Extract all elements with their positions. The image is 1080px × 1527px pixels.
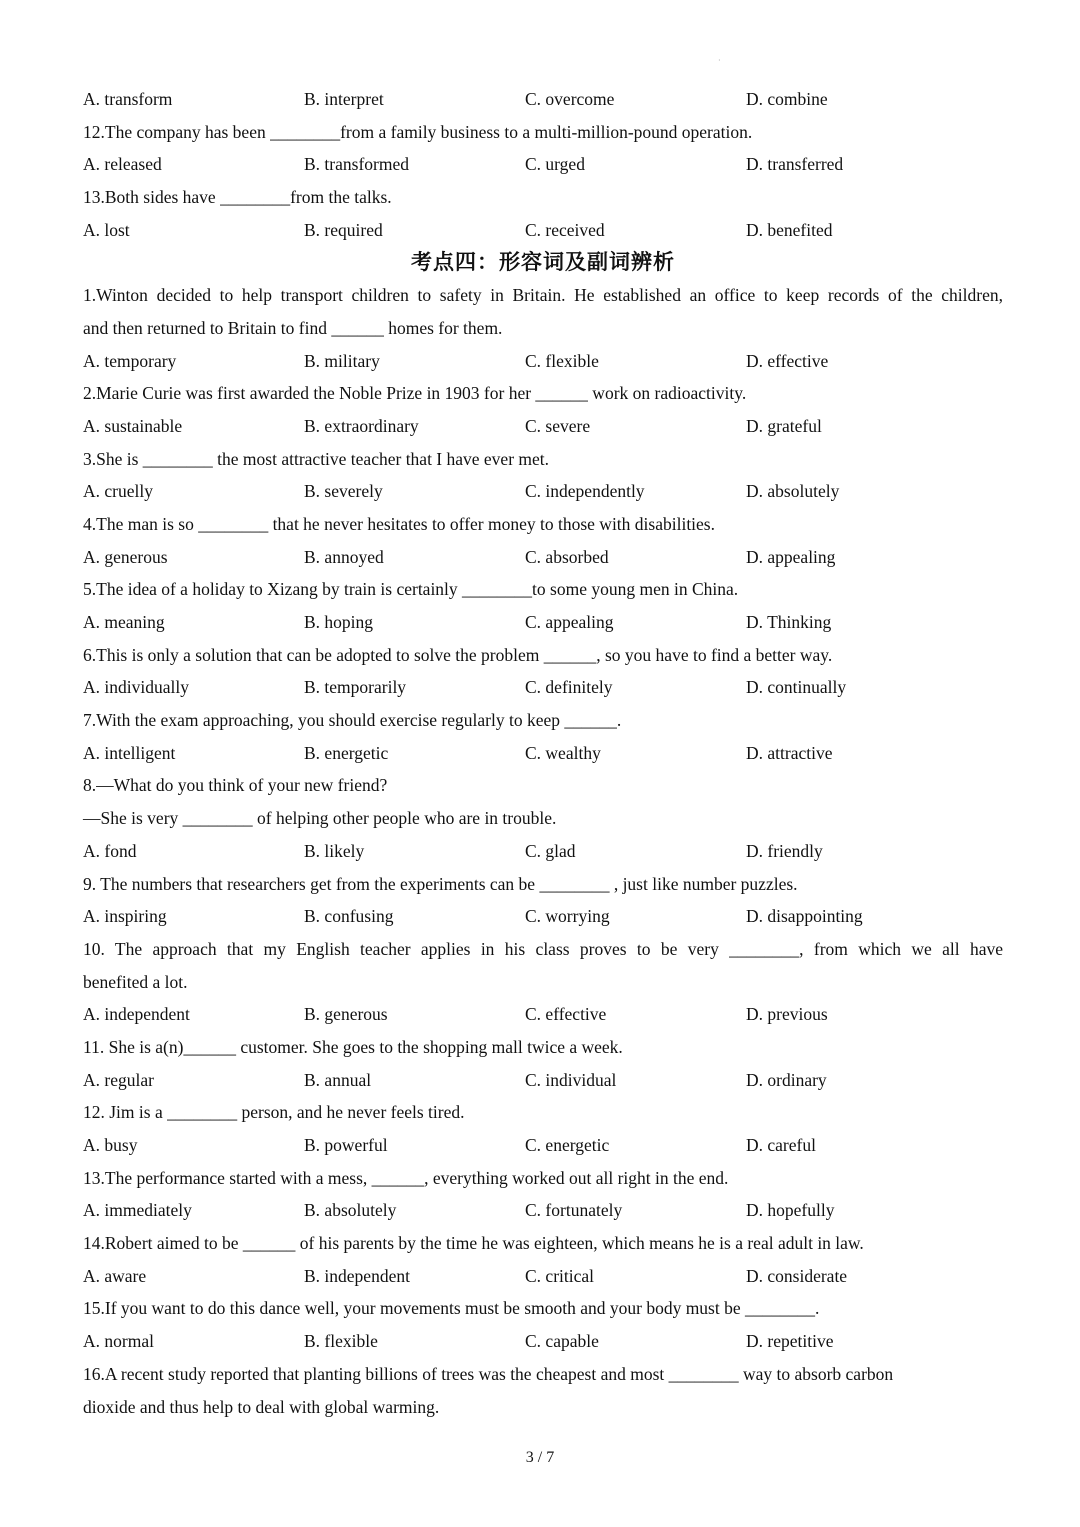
option-d[interactable]: D. friendly [746,840,823,861]
option-row [83,1194,1003,1227]
header-mark: · [718,56,721,65]
option-row [83,1325,1003,1358]
question-text: 4.The man is so ________ that he never hesitates to offer money to those with disabilities. [83,513,715,534]
option-d[interactable]: D. effective [746,350,829,371]
option-a[interactable]: A. transform [83,89,173,109]
option-b[interactable]: B. generous [304,1004,388,1025]
option-d[interactable]: D. ordinary [746,1069,827,1090]
option-a[interactable]: A. released [83,154,162,175]
option-b[interactable]: B. powerful [304,1135,388,1155]
option-row [83,148,1003,181]
option-b[interactable]: B. absolutely [304,1200,397,1221]
option-row [83,410,1003,443]
option-b[interactable]: B. annoyed [304,546,384,567]
question-text: 13.The performance started with a mess, ______, everything worked out all right in the end. [83,1167,729,1188]
option-c[interactable]: C. severe [525,415,591,436]
option-c[interactable]: C. glad [525,840,576,861]
option-d[interactable]: D. previous [746,1004,828,1025]
option-b[interactable]: B. energetic [304,742,389,763]
option-row [83,541,1003,574]
option-a[interactable]: A. meaning [83,612,165,632]
option-c[interactable]: C. energetic [525,1135,610,1155]
option-c[interactable]: C. individual [525,1069,617,1090]
option-row [83,345,1003,378]
section-title: 考点四：形容词及副词辨析 [411,249,675,275]
question-text: 15.If you want to do this dance well, your movements must be smooth and your body must be ________. [83,1298,820,1319]
option-a[interactable]: A. independent [83,1004,190,1025]
option-a[interactable]: A. lost [83,219,130,240]
option-row [83,1064,1003,1097]
option-a[interactable]: A. temporary [83,350,177,371]
option-row [83,900,1003,933]
option-a[interactable]: A. cruelly [83,481,153,502]
option-c[interactable]: C. wealthy [525,742,601,763]
option-row [83,1260,1003,1293]
option-row [83,83,1003,116]
option-b[interactable]: B. temporarily [304,677,407,698]
option-row [83,214,1003,247]
option-a[interactable]: A. fond [83,840,137,861]
option-d[interactable]: D. grateful [746,415,822,436]
option-b[interactable]: B. required [304,219,383,240]
question-text: 12. Jim is a ________ person, and he never feels tired. [83,1102,465,1123]
option-a[interactable]: A. sustainable [83,415,183,436]
question-text: 3.She is ________ the most attractive teacher that I have ever met. [83,448,550,469]
option-d[interactable]: D. considerate [746,1265,848,1286]
option-row [83,475,1003,508]
option-row [83,835,1003,868]
option-d[interactable]: D. Thinking [746,612,832,632]
option-d[interactable]: D. appealing [746,546,836,567]
option-b[interactable]: B. flexible [304,1331,378,1352]
option-row [83,737,1003,770]
option-a[interactable]: A. individually [83,677,189,698]
question-text: 13.Both sides have ________from the talks. [83,187,392,208]
option-c[interactable]: C. critical [525,1265,595,1286]
option-row [83,606,1003,639]
question-text: dioxide and thus help to deal with global warming. [83,1396,440,1417]
option-a[interactable]: A. immediately [83,1200,192,1221]
option-b[interactable]: B. likely [304,840,365,861]
option-row [83,998,1003,1031]
question-text: —She is very ________ of helping other people who are in trouble. [83,808,557,829]
option-a[interactable]: A. inspiring [83,906,167,927]
option-d[interactable]: D. repetitive [746,1331,834,1352]
option-b[interactable]: B. independent [304,1265,410,1286]
option-d[interactable]: D. careful [746,1135,816,1155]
option-b[interactable]: B. interpret [304,89,384,109]
option-d[interactable]: D. combine [746,89,828,109]
option-c[interactable]: C. capable [525,1331,599,1352]
option-d[interactable]: D. hopefully [746,1200,835,1221]
question-text: 6.This is only a solution that can be adopted to solve the problem ______, so you have to find a better way. [83,644,833,665]
option-c[interactable]: C. appealing [525,612,614,632]
question-text: 5.The idea of a holiday to Xizang by train is certainly ________to some young men in China. [83,579,739,600]
option-c[interactable]: C. overcome [525,89,615,109]
question-text: 10. The approach that my English teacher applies in his class proves to be very ________, from which we all have [83,938,1003,959]
option-d[interactable]: D. absolutely [746,481,840,502]
question-text: 12.The company has been ________from a family business to a multi-million-pound operation. [83,121,753,142]
option-c[interactable]: C. urged [525,154,585,175]
option-b[interactable]: B. extraordinary [304,415,419,436]
question-text: 14.Robert aimed to be ______ of his parents by the time he was eighteen, which means he is a real adult in law. [83,1233,864,1254]
question-text: and then returned to Britain to find ______ homes for them. [83,317,503,338]
question-text: 11. She is a(n)______ customer. She goes to the shopping mall twice a week. [83,1036,623,1057]
option-b[interactable]: B. severely [304,481,383,502]
question-text: 16.A recent study reported that planting billions of trees was the cheapest and most ________ way to absorb carbon [83,1363,894,1384]
question-text: 2.Marie Curie was first awarded the Noble Prize in 1903 for her ______ work on radioactivity. [83,383,747,404]
option-d[interactable]: D. attractive [746,742,833,763]
question-text: 9. The numbers that researchers get from the experiments can be ________ , just like number puzzles. [83,873,798,894]
option-c[interactable]: C. worrying [525,906,610,927]
option-c[interactable]: C. flexible [525,350,599,371]
option-row [83,1129,1003,1162]
option-a[interactable]: A. normal [83,1331,154,1352]
option-b[interactable]: B. hoping [304,612,374,632]
question-text: 1.Winton decided to help transport children to safety in Britain. He established an office to keep records of the children, [83,285,1003,306]
option-b[interactable]: B. transformed [304,154,409,175]
option-a[interactable]: A. intelligent [83,742,176,763]
option-b[interactable]: B. annual [304,1069,372,1090]
option-b[interactable]: B. military [304,350,380,371]
option-a[interactable]: A. generous [83,546,168,567]
page-number: 3 / 7 [525,1449,555,1466]
option-a[interactable]: A. busy [83,1135,138,1155]
option-c[interactable]: C. effective [525,1004,607,1025]
option-c[interactable]: C. fortunately [525,1200,623,1221]
option-c[interactable]: C. absorbed [525,546,609,567]
page-content [83,83,1003,1423]
question-text: benefited a lot. [83,971,188,992]
option-a[interactable]: A. regular [83,1069,154,1090]
option-c[interactable]: C. definitely [525,677,613,698]
option-c[interactable]: C. independently [525,481,645,502]
option-c[interactable]: C. received [525,219,605,240]
option-row [83,671,1003,704]
option-a[interactable]: A. aware [83,1265,147,1286]
option-d[interactable]: D. benefited [746,219,833,240]
question-text: 8.—What do you think of your new friend? [83,775,388,796]
option-d[interactable]: D. disappointing [746,906,863,927]
option-d[interactable]: D. transferred [746,154,844,175]
option-b[interactable]: B. confusing [304,906,394,927]
question-text: 7.With the exam approaching, you should exercise regularly to keep ______. [83,710,622,731]
option-d[interactable]: D. continually [746,677,847,698]
